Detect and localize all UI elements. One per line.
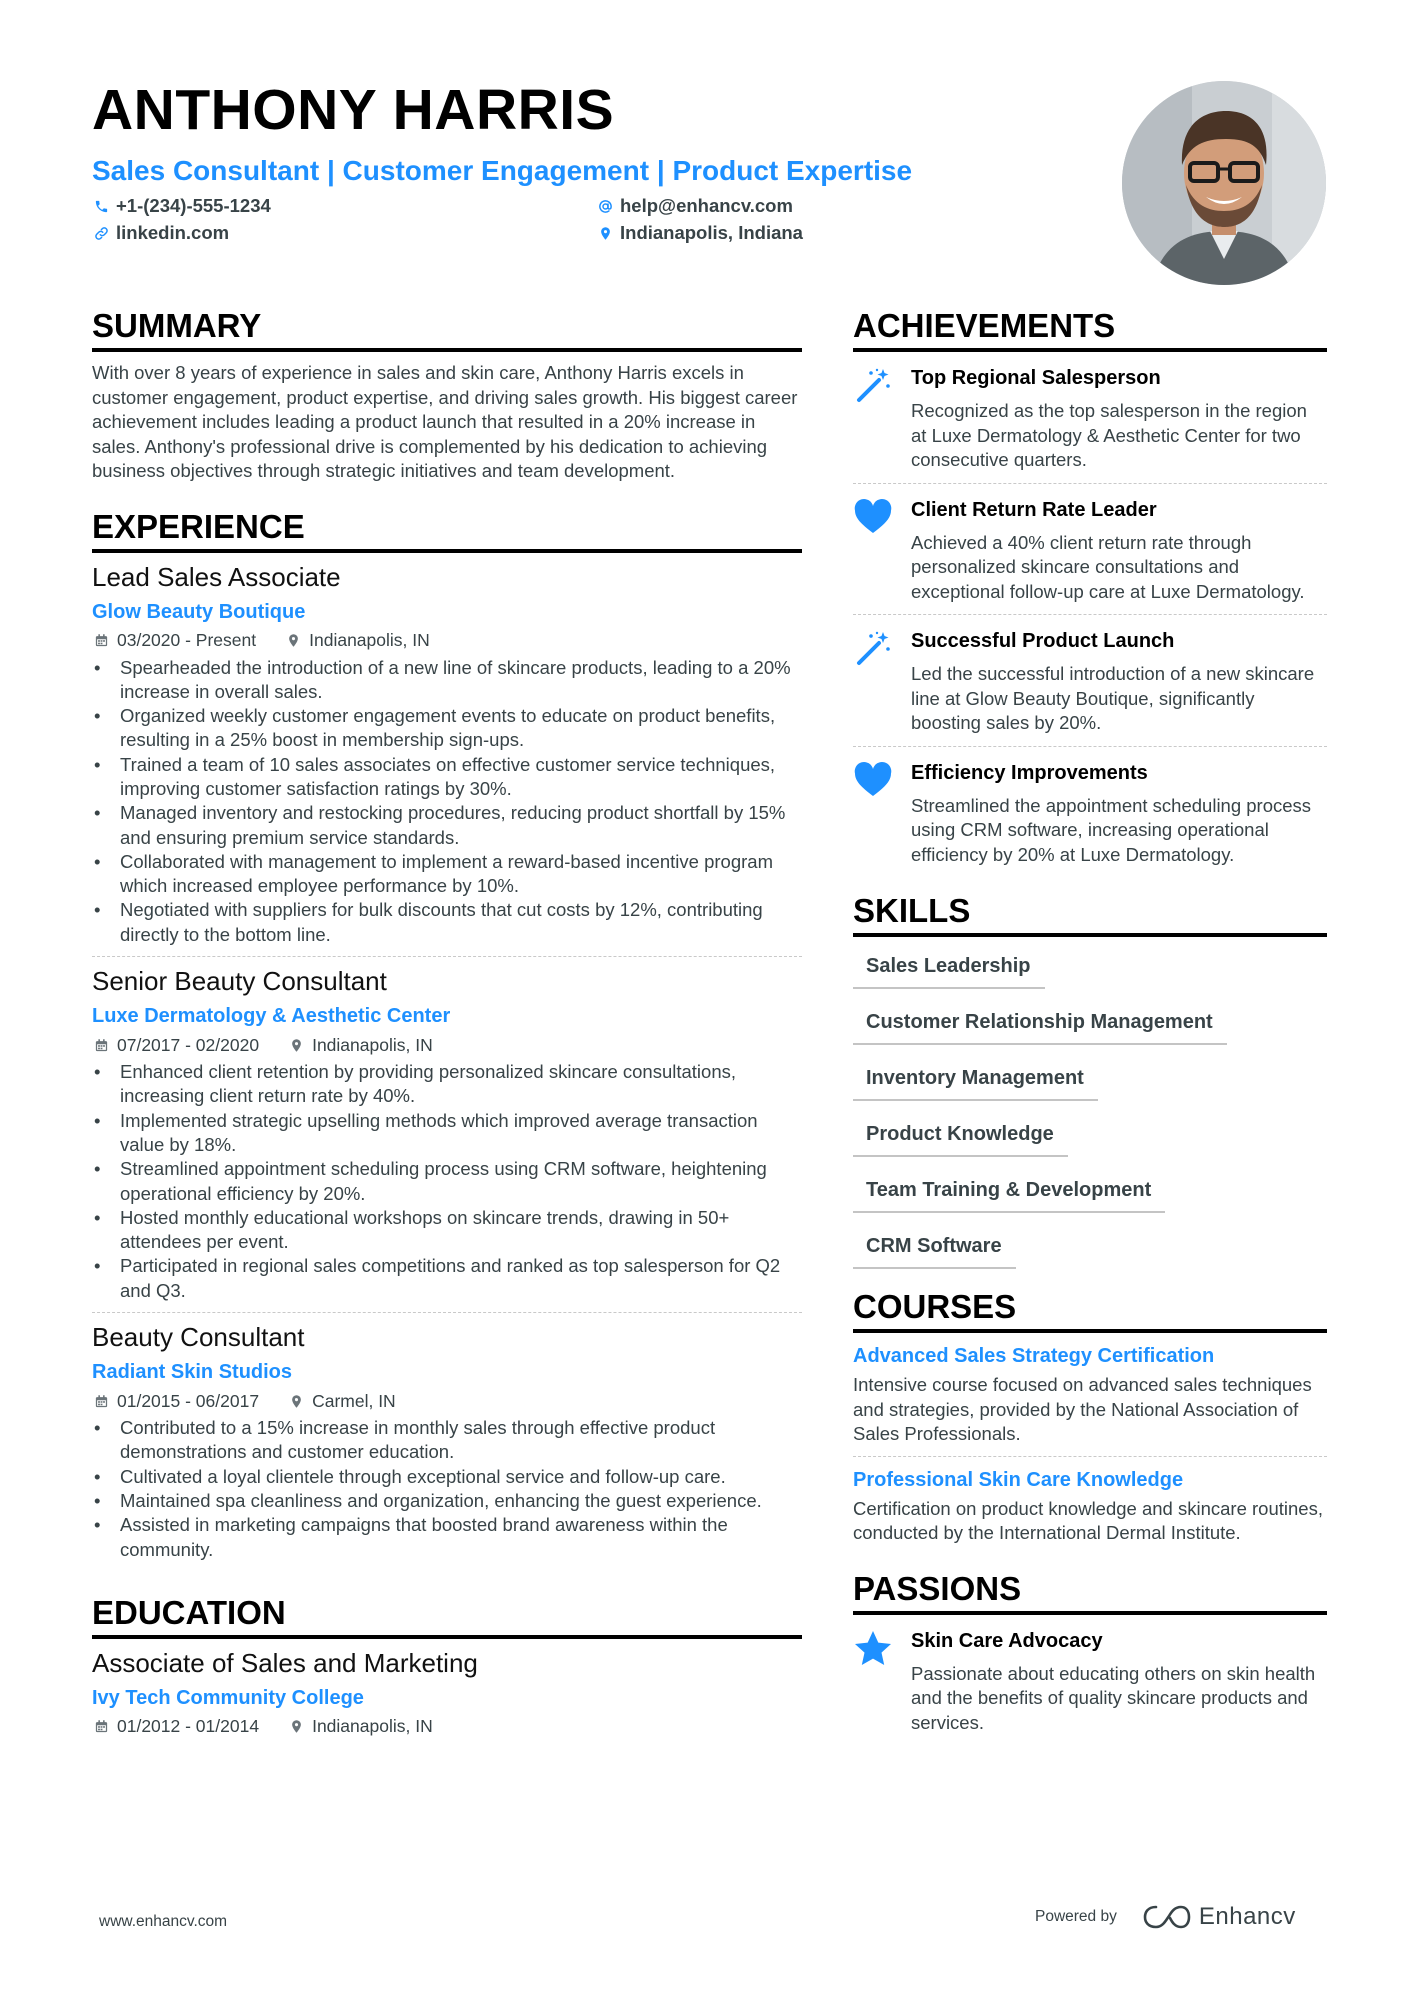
job-bullet: • Spearheaded the introduction of a new line of skincare products, leading to a 20% increase in overall sales. <box>92 656 802 705</box>
email-text: help@enhancv.com <box>620 195 793 216</box>
at-icon <box>596 197 614 215</box>
link-icon <box>92 224 110 242</box>
job-bullet: • Contributed to a 15% increase in monthly sales through effective product demonstrations and customer education. <box>92 1416 802 1465</box>
job-bullet: • Implemented strategic upselling methods which improved average transaction value by 18%. <box>92 1109 802 1158</box>
summary-text: With over 8 years of experience in sales and skin care, Anthony Harris excels in customer engagement, product expertise, and driving sales growth. His biggest career achievement includes leading a product launch that resulted in a 20% increase in sales. Anthony's professional drive is complemented by his dedication to achieving business objectives through strategic initiatives and team development. <box>92 362 798 481</box>
job-bullet: • Maintained spa cleanliness and organization, enhancing the guest experience. <box>92 1489 802 1513</box>
course-title: Advanced Sales Strategy Certification <box>853 1345 1215 1367</box>
job-bullets <box>92 1060 802 1303</box>
profile-photo <box>1122 81 1326 285</box>
job-bullet: • Managed inventory and restocking procedures, reducing product shortfall by 15% and ensuring premium service standards. <box>92 801 802 850</box>
achievement-item <box>853 352 1327 484</box>
calendar-icon <box>92 1718 110 1736</box>
passions-heading: PASSIONS <box>853 1569 1327 1615</box>
location-text: Indianapolis, Indiana <box>620 222 803 243</box>
course-text: Certification on product knowledge and skincare routines, conducted by the International Dermal Institute. <box>853 1497 1323 1543</box>
skill-tag: Inventory Management <box>853 1063 1098 1101</box>
passion-text: Passionate about educating others on skin health and the benefits of quality skincare products and services. <box>911 1662 1316 1733</box>
education-item <box>92 1647 802 1747</box>
job-title: Senior Beauty Consultant <box>92 966 387 997</box>
location-pin-icon <box>287 1036 305 1054</box>
education-location: Indianapolis, IN <box>312 1716 433 1737</box>
left-column <box>92 306 802 1747</box>
enhancv-logo-icon <box>1143 1904 1191 1930</box>
job-bullet: • Participated in regional sales competitions and ranked as top salesperson for Q2 and Q3. <box>92 1254 802 1303</box>
achievement-title: Client Return Rate Leader <box>911 498 1157 521</box>
course-title: Professional Skin Care Knowledge <box>853 1468 1184 1491</box>
job-bullet: • Hosted monthly educational workshops on skincare trends, drawing in 50+ attendees per event. <box>92 1206 802 1255</box>
job-bullets <box>92 1416 802 1562</box>
achievement-item <box>853 615 1327 747</box>
course-item <box>853 1333 1327 1457</box>
job-bullets <box>92 656 802 948</box>
skill-tag: Product Knowledge <box>853 1119 1068 1157</box>
brand-name: Enhancv <box>1198 1903 1296 1930</box>
job-bullet: • Negotiated with suppliers for bulk discounts that cut costs by 12%, contributing directly to the bottom line. <box>92 898 802 947</box>
brand-logo[interactable] <box>1143 1903 1296 1931</box>
phone-icon <box>92 197 110 215</box>
job-bullet: • Cultivated a loyal clientele through exceptional service and follow-up care. <box>92 1465 802 1489</box>
calendar-icon <box>92 1392 110 1410</box>
education-heading: EDUCATION <box>92 1593 802 1639</box>
experience-item <box>92 561 802 958</box>
job-bullet: • Streamlined appointment scheduling process using CRM software, heightening operational efficiency by 20%. <box>92 1157 802 1206</box>
passion-title: Skin Care Advocacy <box>911 1629 1103 1652</box>
company-name: Radiant Skin Studios <box>92 1361 293 1384</box>
achievement-item <box>853 747 1327 878</box>
skill-tag: Team Training & Development <box>853 1175 1165 1213</box>
job-location: Indianapolis, IN <box>309 630 430 650</box>
skill-tag: Customer Relationship Management <box>853 1007 1227 1045</box>
experience-heading: EXPERIENCE <box>92 507 802 553</box>
location-pin-icon <box>287 1392 305 1410</box>
contact-email[interactable] <box>596 195 956 217</box>
skill-tag: CRM Software <box>853 1231 1016 1269</box>
job-location: Carmel, IN <box>312 1390 396 1411</box>
contact-list <box>92 195 1092 244</box>
location-pin-icon <box>284 632 302 650</box>
school-name: Ivy Tech Community College <box>92 1686 364 1709</box>
candidate-tagline: Sales Consultant | Customer Engagement | Product Expertise <box>92 155 913 186</box>
heart-icon <box>853 497 911 605</box>
magic-wand-icon <box>853 365 911 473</box>
job-bullet: • Assisted in marketing campaigns that boosted brand awareness within the community. <box>92 1513 802 1562</box>
education-dates: 01/2012 - 01/2014 <box>117 1716 260 1737</box>
achievement-title: Top Regional Salesperson <box>911 367 1161 389</box>
magic-wand-icon <box>853 628 911 736</box>
candidate-name: ANTHONY HARRIS <box>92 78 615 142</box>
contact-location <box>596 222 956 244</box>
footer-website[interactable]: www.enhancv.com <box>99 1913 228 1930</box>
course-text: Intensive course focused on advanced sales techniques and strategies, provided by the National Association of Sales Professionals. <box>853 1374 1312 1444</box>
star-icon <box>853 1628 911 1736</box>
skill-tag: Sales Leadership <box>853 951 1045 989</box>
job-location: Indianapolis, IN <box>312 1034 433 1055</box>
location-pin-icon <box>287 1718 305 1736</box>
resume-header <box>92 78 1092 244</box>
powered-by-label: Powered by <box>1035 1908 1117 1925</box>
calendar-icon <box>92 1036 110 1054</box>
linkedin-text: linkedin.com <box>116 222 230 243</box>
job-dates: 03/2020 - Present <box>117 630 257 650</box>
achievement-title: Efficiency Improvements <box>911 761 1148 784</box>
job-bullet: • Collaborated with management to implement a reward-based incentive program which increased employee performance by 10%. <box>92 850 802 899</box>
course-item <box>853 1457 1327 1555</box>
skills-heading: SKILLS <box>853 891 1327 937</box>
footer-branding <box>1035 1903 1296 1931</box>
phone-text: +1-(234)-555-1234 <box>116 195 271 216</box>
job-title: Lead Sales Associate <box>92 561 341 592</box>
experience-item <box>92 965 802 1313</box>
skills-list <box>853 951 1327 1269</box>
achievement-item <box>853 484 1327 616</box>
location-pin-icon <box>596 224 614 242</box>
job-meta <box>92 630 802 652</box>
achievements-heading: ACHIEVEMENTS <box>853 306 1327 352</box>
job-bullet: • Organized weekly customer engagement events to educate on product benefits, resulting in a 25% boost in membership sign-ups. <box>92 704 802 753</box>
courses-heading: COURSES <box>853 1287 1327 1333</box>
job-meta <box>92 1034 802 1056</box>
job-bullet: • Trained a team of 10 sales associates on effective customer service techniques, improving customer satisfaction ratings by 30%. <box>92 753 802 802</box>
summary-heading: SUMMARY <box>92 306 802 352</box>
experience-item <box>92 1321 802 1571</box>
achievement-text: Achieved a 40% client return rate through personalized skincare consultations and exceptional follow-up care at Luxe Dermatology. <box>911 531 1305 602</box>
education-meta <box>92 1716 802 1738</box>
company-name: Luxe Dermatology & Aesthetic Center <box>92 1005 451 1028</box>
contact-linkedin[interactable] <box>92 222 596 244</box>
contact-phone[interactable] <box>92 195 596 217</box>
job-bullet: • Enhanced client retention by providing personalized skincare consultations, increasing client return rate by 40%. <box>92 1060 802 1109</box>
job-dates: 01/2015 - 06/2017 <box>117 1390 260 1411</box>
heart-icon <box>853 760 911 868</box>
job-dates: 07/2017 - 02/2020 <box>117 1034 260 1055</box>
job-meta <box>92 1390 802 1412</box>
passion-item <box>853 1615 1327 1746</box>
company-name: Glow Beauty Boutique <box>92 600 306 623</box>
achievement-text: Recognized as the top salesperson in the region at Luxe Dermatology & Aesthetic Center for two consecutive quarters. <box>911 400 1307 470</box>
right-column <box>853 306 1327 1745</box>
achievement-text: Led the successful introduction of a new skincare line at Glow Beauty Boutique, significantly boosting sales by 20%. <box>911 663 1315 733</box>
degree-title: Associate of Sales and Marketing <box>92 1647 478 1678</box>
calendar-icon <box>92 632 110 650</box>
achievement-text: Streamlined the appointment scheduling process using CRM software, increasing operational efficiency by 20% at Luxe Dermatology. <box>911 794 1312 865</box>
job-title: Beauty Consultant <box>92 1322 305 1353</box>
achievement-title: Successful Product Launch <box>911 630 1175 652</box>
